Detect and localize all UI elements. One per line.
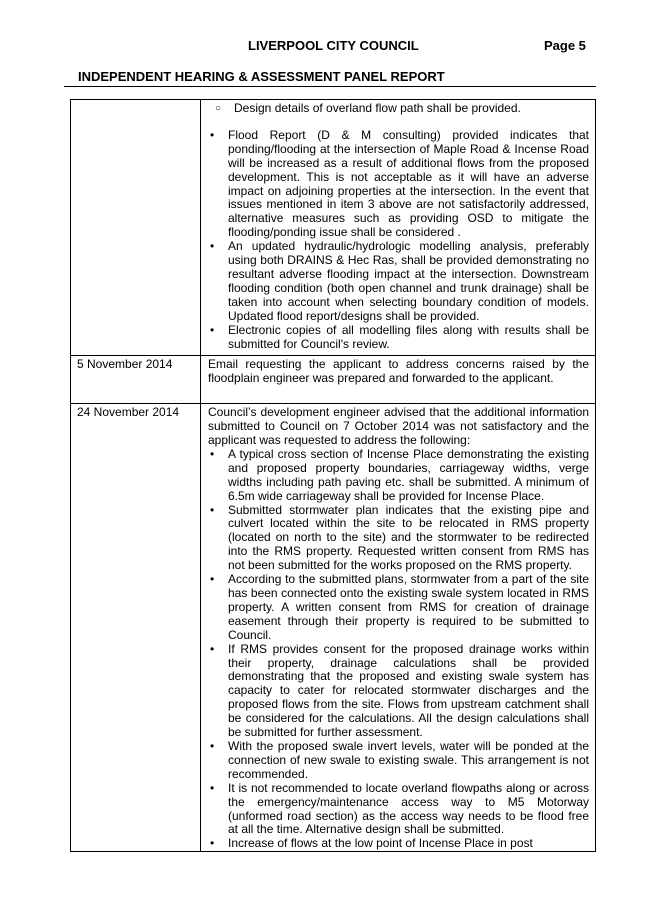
detail-text: Email requesting the applicant to address concerns raised by the floodplain engineer was prepared and forwarded to the applicant. [208, 357, 589, 386]
list-item: • It is not recommended to locate overland flowpaths along or across the emergency/maintenance access way to M5 Motorway (unformed road section) as the access way needs to be flood free at all the time. Alternative design shall be submitted. [228, 782, 589, 838]
table-row [71, 404, 596, 852]
list-item: • Increase of flows at the low point of Incense Place in post [228, 837, 589, 851]
list-item: • A typical cross section of Incense Place demonstrating the existing and proposed property boundaries, carriageway widths, verge widths including path paving etc. shall be submitted. A minimum of 6.5m wide carriageway shall be provided for Incense Place. [228, 448, 589, 504]
list-item: • Flood Report (D & M consulting) provided indicates that ponding/flooding at the intersection of Maple Road & Incense Road will be increased as a result of additional flows from the proposed development. This is not acceptable as it will have an adverse impact on adjoining properties at the intersection. In the event that issues mentioned in item 3 above are not satisfactorily addressed, alternative measures such as providing OSD to mitigate the flooding/ponding issue shall be considered . [228, 129, 589, 240]
list-item: • Submitted stormwater plan indicates that the existing pipe and culvert located within the site to be relocated in RMS property (located on north to the site) and the stormwater to be redirected into the RMS property. Requested written consent from RMS has not been submitted for the works proposed on the RMS property. [228, 504, 589, 574]
date-cell: 5 November 2014 [71, 356, 201, 404]
table-row [71, 100, 596, 356]
list-item: • An updated hydraulic/hydrologic modelling analysis, preferably using both DRAINS & Hec Ras, shall be provided demonstrating no resultant adverse flooding impact at the intersection. Downstream flooding condition (both open channel and trunk drainage) shall be taken into account when selecting boundary condition of models. Updated flood report/designs shall be provided. [228, 240, 589, 323]
header-rule [64, 86, 596, 87]
bullet-list [208, 129, 589, 352]
date-cell [71, 100, 201, 356]
list-item: • Electronic copies of all modelling files along with results shall be submitted for Council's review. [228, 324, 589, 352]
detail-cell [201, 404, 596, 852]
detail-cell [201, 356, 596, 404]
list-item: • With the proposed swale invert levels, water will be ponded at the connection of new swale to existing swale. This arrangement is not recommended. [228, 740, 589, 782]
detail-intro: Council’s development engineer advised that the additional information submitted to Council on 7 October 2014 was not satisfactory and the applicant was requested to address the following: [208, 405, 589, 448]
chronology-table [70, 99, 596, 852]
detail-cell [201, 100, 596, 356]
list-item: • If RMS provides consent for the proposed drainage works within their property, drainage calculations shall be provided demonstrating that the proposed and existing swale system has capacity to cater for relocated stormwater discharges and the proposed flows from the site. Flows from upstream catchment shall be considered for the calculations. All the design calculations shall be submitted for further assessment. [228, 643, 589, 740]
report-title: INDEPENDENT HEARING & ASSESSMENT PANEL REPORT [78, 69, 445, 84]
table-row [71, 356, 596, 404]
page-number: Page 5 [544, 38, 586, 53]
bullet-list [208, 448, 589, 851]
council-name: LIVERPOOL CITY COUNCIL [248, 38, 419, 53]
sub-list [208, 102, 589, 116]
list-item: ○ Design details of overland flow path shall be provided. [234, 102, 589, 116]
date-cell: 24 November 2014 [71, 404, 201, 852]
list-item: • According to the submitted plans, stormwater from a part of the site has been connected onto the existing swale system located in RMS property. A written consent from RMS for creation of drainage easement through their property is required to be submitted to Council. [228, 573, 589, 643]
